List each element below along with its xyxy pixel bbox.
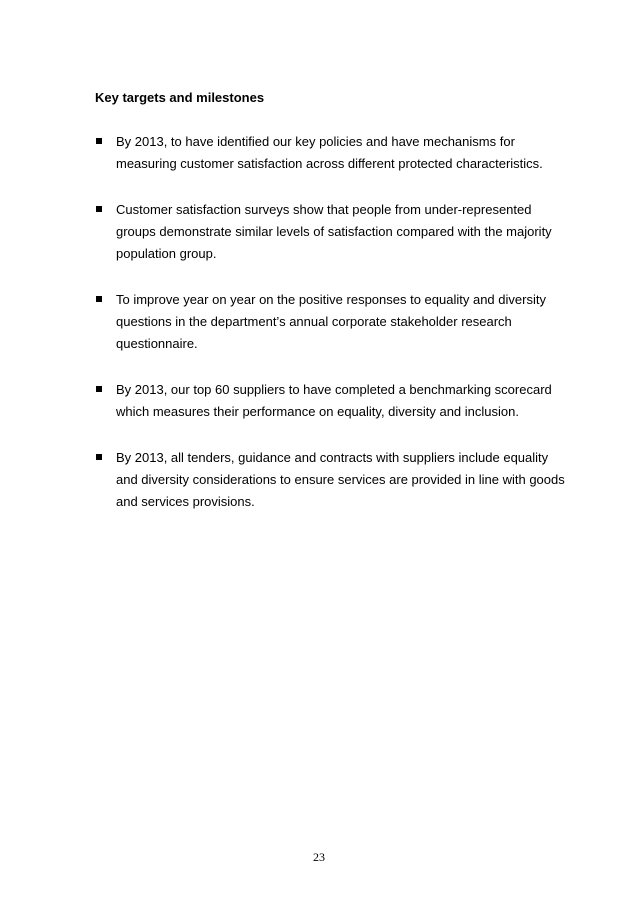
square-bullet-icon bbox=[96, 206, 102, 212]
bullet-text: By 2013, all tenders, guidance and contracts with suppliers include equality and diversity considerations to ensure services are provided in line with goods and services provisions. bbox=[116, 450, 565, 509]
square-bullet-icon bbox=[96, 296, 102, 302]
list-item bbox=[95, 379, 565, 423]
bullet-text: By 2013, our top 60 suppliers to have completed a benchmarking scorecard which measures their performance on equality, diversity and inclusion. bbox=[116, 382, 552, 419]
square-bullet-icon bbox=[96, 138, 102, 144]
square-bullet-icon bbox=[96, 454, 102, 460]
square-bullet-icon bbox=[96, 386, 102, 392]
bullet-list bbox=[95, 131, 565, 537]
page-number: 23 bbox=[313, 850, 325, 864]
list-item bbox=[95, 199, 565, 265]
section-heading: Key targets and milestones bbox=[95, 90, 265, 105]
list-item bbox=[95, 289, 565, 355]
list-item bbox=[95, 131, 565, 175]
bullet-text: To improve year on year on the positive responses to equality and diversity questions in the department’s annual corporate stakeholder research questionnaire. bbox=[116, 292, 546, 351]
list-item bbox=[95, 447, 565, 513]
bullet-text: Customer satisfaction surveys show that people from under-represented groups demonstrate similar levels of satisfaction compared with the majority population group. bbox=[116, 202, 552, 261]
bullet-text: By 2013, to have identified our key policies and have mechanisms for measuring customer satisfaction across different protected characteristics. bbox=[116, 134, 543, 171]
